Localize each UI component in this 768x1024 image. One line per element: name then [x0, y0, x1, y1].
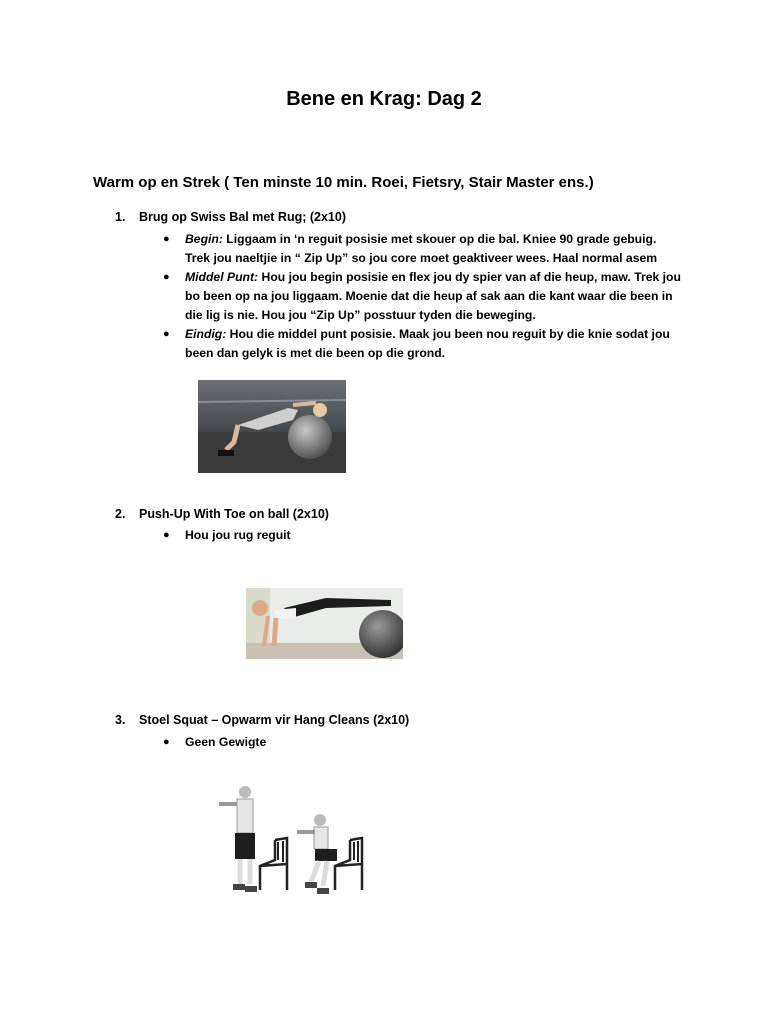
list-item: ● Begin: Liggaam in ‘n reguit posisie met skouer op die bal. Kniee 90 grade gebuig. Trek jou naeltjie in “ Zip Up” so jou core moet geaktiveer wees. Haal normal asem — [163, 232, 658, 265]
list-item: ● Hou jou rug reguit — [163, 526, 683, 545]
list-item: ● Middel Punt: Hou jou begin posisie en flex jou dy spier van af die heup, maw. Trek jou bo been op na jou liggaam. Moenie dat die heup af sak aan die kant waar die been in die lig is nie. Hou jou “Zip Up” posstuur tyden die beweging. — [163, 270, 681, 322]
list-item: ● Eindig: Hou die middel punt posisie. Maak jou been nou reguit by die knie sodat jou been dan gelyk is met die been op die grond. — [163, 327, 670, 360]
exercise-1-number: 1. — [115, 210, 126, 224]
exercise-3-title: Stoel Squat – Opwarm vir Hang Cleans (2x10) — [139, 713, 410, 727]
exercise-2-title: Push-Up With Toe on ball (2x10) — [139, 507, 329, 521]
bullet-icon: ● — [163, 233, 170, 245]
list-item: ● Geen Gewigte — [163, 733, 683, 752]
exercise-1-title: Brug op Swiss Bal met Rug; (2x10) — [139, 210, 346, 224]
swiss-ball-bridge-photo — [198, 380, 346, 473]
exercise-3-bullets — [163, 733, 683, 752]
exercise-2-bullets — [163, 526, 683, 545]
exercise-3-number: 3. — [115, 713, 126, 727]
bullet-icon: ● — [163, 271, 170, 283]
push-up-ball-photo — [246, 588, 403, 659]
bullet-icon: ● — [163, 529, 170, 541]
exercise-1-bullets — [163, 230, 683, 363]
bullet-icon: ● — [163, 328, 170, 340]
page-title: Bene en Krag: Dag 2 — [286, 88, 482, 110]
exercise-3-heading — [115, 713, 409, 727]
exercise-2-number: 2. — [115, 507, 126, 521]
bullet-icon: ● — [163, 736, 170, 748]
warmup-heading: Warm op en Strek ( Ten minste 10 min. Roei, Fietsry, Stair Master ens.) — [93, 174, 594, 191]
exercise-1-heading — [115, 210, 346, 224]
chair-squat-illustration — [215, 780, 370, 900]
exercise-2-heading — [115, 507, 329, 521]
